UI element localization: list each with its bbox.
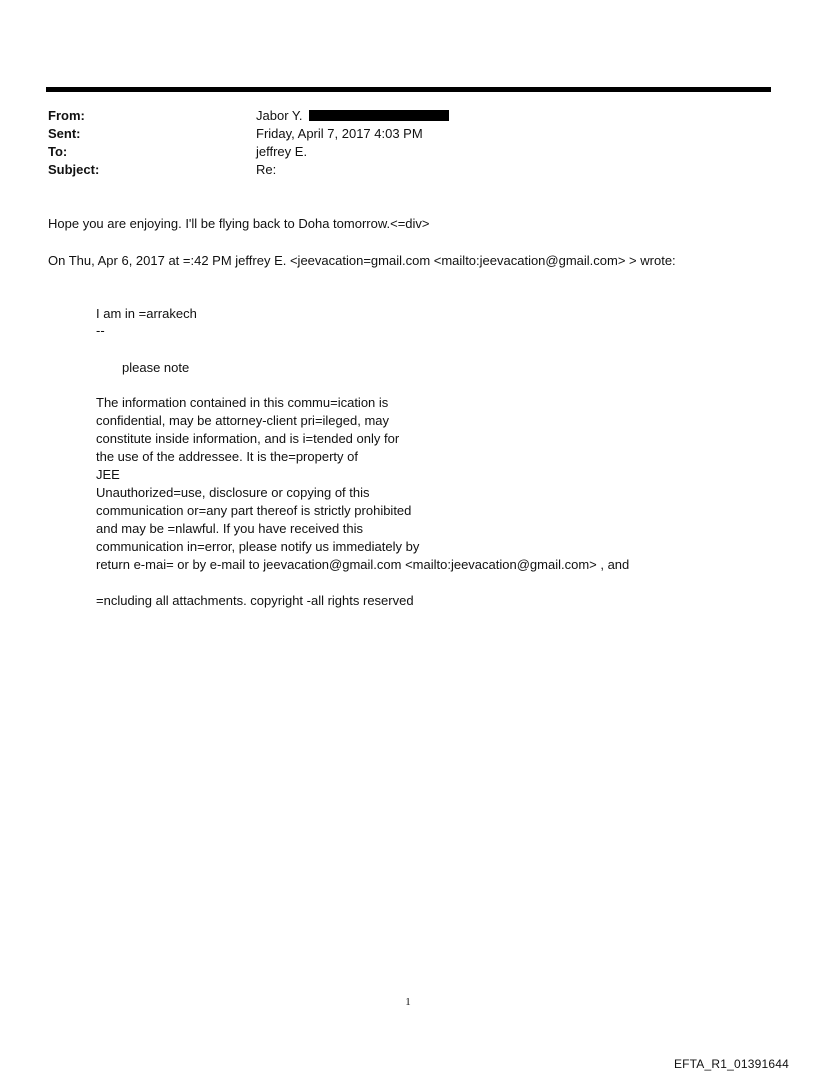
quoted-message: I am in =arrakech <box>96 306 197 321</box>
disclaimer-line: return e-mai= or by e-mail to jeevacation@gmail.com <mailto:jeevacation@gmail.com> , and <box>96 557 630 572</box>
redaction-bar <box>309 110 449 121</box>
from-name: Jabor Y. <box>256 108 303 123</box>
disclaimer-line: communication in=error, please notify us immediately by <box>96 539 420 554</box>
disclaimer-line: JEE <box>96 467 120 482</box>
sent-label: Sent: <box>48 126 81 141</box>
disclaimer-line: Unauthorized=use, disclosure or copying of this <box>96 485 370 500</box>
please-note: please note <box>122 360 190 375</box>
header-rule <box>46 87 771 92</box>
signature-separator: -- <box>96 323 105 338</box>
sent-value: Friday, April 7, 2017 4:03 PM <box>256 126 423 141</box>
from-label: From: <box>48 108 85 123</box>
disclaimer-line: and may be =nlawful. If you have received this <box>96 521 364 536</box>
disclaimer-line: the use of the addressee. It is the=property of <box>96 449 358 464</box>
quote-header: On Thu, Apr 6, 2017 at =:42 PM jeffrey E. <jeevacation=gmail.com <mailto:jeevacation@gmail.com> > wrote: <box>48 253 676 268</box>
disclaimer-line: confidential, may be attorney-client pri=ileged, may <box>96 413 390 428</box>
page-number: 1 <box>405 996 411 1008</box>
closing-line: =ncluding all attachments. copyright -all rights reserved <box>96 593 414 608</box>
to-value: jeffrey E. <box>256 144 308 159</box>
subject-label: Subject: <box>48 162 100 177</box>
bates-number: EFTA_R1_01391644 <box>673 1057 789 1071</box>
disclaimer-line: constitute inside information, and is i=tended only for <box>96 431 400 446</box>
to-label: To: <box>48 144 68 159</box>
subject-value: Re: <box>256 162 277 177</box>
disclaimer-line: communication or=any part thereof is strictly prohibited <box>96 503 412 518</box>
reply-line: Hope you are enjoying. I'll be flying back to Doha tomorrow.<=div> <box>48 216 430 231</box>
from-value <box>256 107 449 125</box>
disclaimer-line: The information contained in this commu=ication is <box>96 395 389 410</box>
